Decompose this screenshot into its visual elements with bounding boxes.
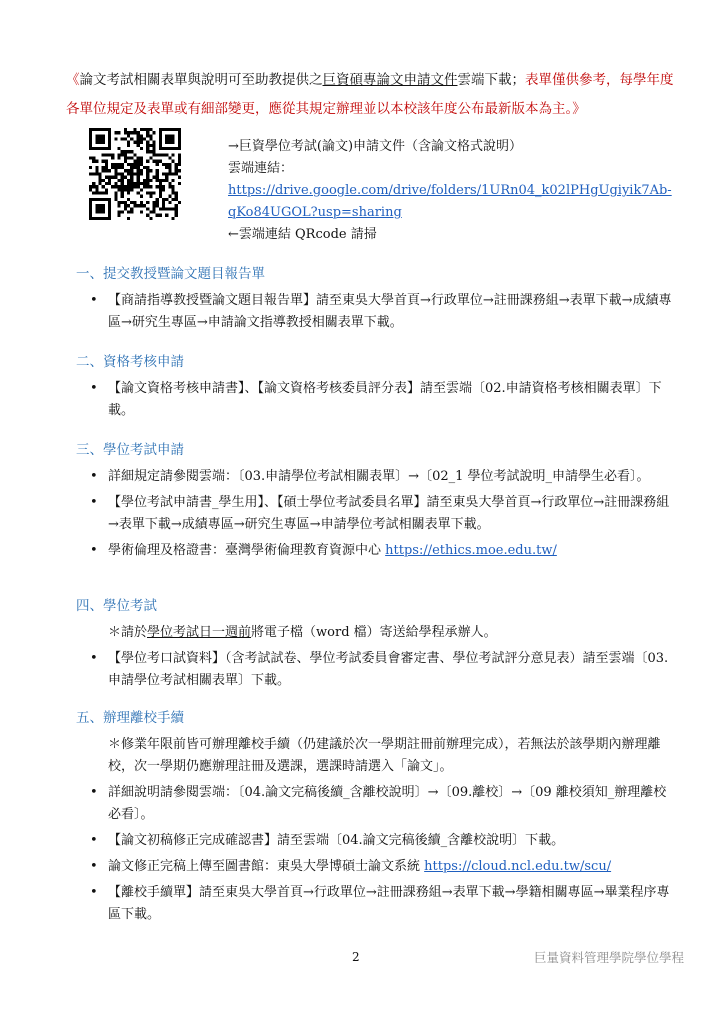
notice-red-text: 表單僅供參考，每學年度各單位規定及表單或有細部變更，應從其規定辦理並以本校該年度公布最新版本為主。	[66, 72, 674, 117]
section-submit-advisor	[76, 262, 676, 334]
bullet-icon: •	[90, 381, 98, 396]
item-text: 【離校手續單】請至東吳大學首頁→行政單位→註冊課務組→表單下載→學籍相關專區→畢業程序專區下載。	[108, 885, 670, 922]
qr-info-block	[228, 136, 672, 246]
qr-code-image	[89, 128, 181, 220]
notice-paragraph	[66, 66, 686, 124]
thesis-system-link[interactable]: https://cloud.ncl.edu.tw/scu/	[424, 859, 612, 874]
section-leave-school	[76, 706, 676, 926]
notice-open-bracket: 《	[66, 72, 80, 88]
item-text: 詳細說明請參閱雲端：〔04.論文完稿後續_含離校說明〕→〔09.離校〕→〔09 離校須知_辦理離校必看〕。	[108, 785, 667, 822]
section-title: 三、學位考試申請	[76, 442, 184, 458]
list-item	[76, 492, 676, 536]
notice-folder-link[interactable]: 巨資碩專論文申請文件	[322, 72, 458, 88]
notice-text-2: 雲端下載；	[457, 72, 525, 88]
list-item	[76, 882, 676, 926]
bullet-icon: •	[90, 833, 98, 848]
bullet-icon: •	[90, 495, 98, 510]
section-degree-exam	[76, 594, 676, 692]
list-item	[76, 856, 676, 878]
section-qualification	[76, 350, 676, 422]
ethics-link[interactable]: https://ethics.moe.edu.tw/	[385, 543, 557, 558]
qr-title-line: →巨資學位考試(論文)申請文件（含論文格式說明）	[228, 139, 523, 154]
note-text: ＊請於	[108, 625, 148, 640]
list-item	[76, 648, 676, 692]
item-text: 【商請指導教授暨論文題目報告單】請至東吳大學首頁→行政單位→註冊課務組→表單下載→成績專區→研究生專區→申請論文指導教授相關表單下載。	[108, 293, 672, 330]
bullet-icon: •	[90, 293, 98, 308]
page-number: 2	[352, 950, 360, 964]
bullet-icon: •	[90, 469, 98, 484]
note-line	[76, 622, 676, 644]
section-title: 二、資格考核申請	[76, 354, 184, 370]
bullet-icon: •	[90, 651, 98, 666]
list-item	[76, 466, 676, 488]
footer-department: 巨量資料管理學院學位學程	[533, 950, 684, 965]
list-item	[76, 290, 676, 334]
item-text: 【學位考口試資料】（含考試試卷、學位考試委員會審定書、學位考試評分意見表）請至雲端〔03.申請學位考試相關表單〕下載。	[108, 651, 669, 688]
bullet-icon: •	[90, 543, 98, 558]
item-text: 論文修正完稿上傳至圖書館：東吳大學博碩士論文系統	[108, 859, 425, 874]
item-text: 【學位考試申請書_學生用】、【碩士學位考試委員名單】請至東吳大學首頁→行政單位→註冊課務組→表單下載→成績專區→研究生專區→申請學位考試相關表單下載。	[108, 495, 670, 532]
note-text: 將電子檔（word 檔）寄送給學程承辦人。	[251, 625, 497, 640]
notice-text-1: 論文考試相關表單與說明可至助教提供之	[79, 72, 323, 88]
section-title: 五、辦理離校手續	[76, 710, 184, 726]
item-text: 【論文初稿修正完成確認書】請至雲端〔04.論文完稿後續_含離校說明〕下載。	[108, 833, 565, 848]
cloud-drive-link[interactable]: https://drive.google.com/drive/folders/1URn04_k02lPHgUgiyik7Ab-qKo84UGOL?usp=sharing	[228, 183, 672, 220]
list-item	[76, 540, 676, 562]
note-line: ＊修業年限前皆可辦理離校手續（仍建議於次一學期註冊前辦理完成），若無法於該學期內辦理離校，次一學期仍應辦理註冊及選課，選課時請選入「論文」。	[108, 737, 661, 774]
list-item	[76, 830, 676, 852]
section-title: 四、學位考試	[76, 598, 157, 614]
qr-cloud-label: 雲端連結：	[228, 161, 294, 176]
section-exam-application	[76, 438, 676, 562]
bullet-icon: •	[90, 785, 98, 800]
item-text: 學術倫理及格證書：臺灣學術倫理教育資源中心	[108, 543, 386, 558]
bullet-icon: •	[90, 859, 98, 874]
qr-scan-hint: ←雲端連結 QRcode 請掃	[228, 227, 377, 242]
list-item	[76, 378, 676, 422]
notice-close-bracket: 》	[572, 101, 586, 117]
note-underlined: 學位考試日一週前	[147, 625, 252, 640]
list-item	[76, 782, 676, 826]
item-text: 詳細規定請參閱雲端：〔03.申請學位考試相關表單〕→〔02_1 學位考試說明_申請學生必看〕。	[108, 469, 650, 484]
section-title: 一、提交教授暨論文題目報告單	[76, 266, 265, 282]
item-text: 【論文資格考核申請書】、【論文資格考核委員評分表】請至雲端〔02.申請資格考核相關表單〕下載。	[108, 381, 662, 418]
bullet-icon: •	[90, 885, 98, 900]
